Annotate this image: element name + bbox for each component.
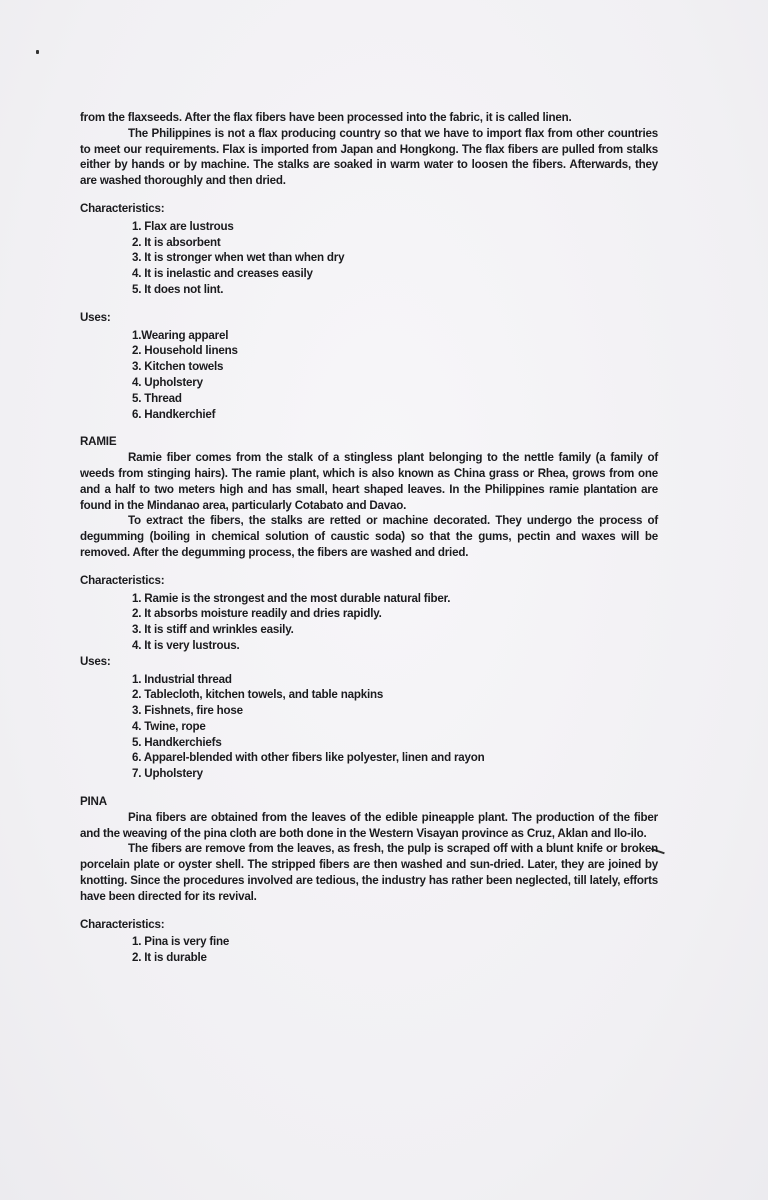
list-item: 1. Ramie is the strongest and the most durable natural fiber. [132, 591, 451, 605]
list-item: 3. Kitchen towels [132, 360, 224, 374]
list-item: 4. It is very lustrous. [132, 638, 240, 652]
document-body [80, 110, 658, 966]
ramie-paragraph-1: Ramie fiber comes from the stalk of a stingless plant belonging to the nettle family (a family of weeds from stinging hairs). The ramie plant, which is also known as China grass or Rhea, grows from one and a half to two meters high and has small, heart shaped leaves. In the Philippines ramie plantation are found in the Mindanao area, particularly Cotabato and Davao. [80, 451, 658, 512]
list-item: 5. It does not lint. [132, 282, 224, 296]
list-item: 1.Wearing apparel [132, 328, 229, 342]
list-item: 2. Household linens [132, 344, 238, 358]
pina-paragraph-1: Pina fibers are obtained from the leaves of the edible pineapple plant. The production of the fiber and the weaving of the pina cloth are both done in the Western Visayan province as Cruz, Aklan and Ilo-ilo. [80, 810, 658, 840]
list-item: 2. It is absorbent [132, 235, 221, 249]
list-item: 2. Tablecloth, kitchen towels, and table napkins [132, 688, 384, 702]
pina-characteristics-list [80, 934, 658, 966]
list-item: 4. Twine, rope [132, 719, 206, 733]
flax-paragraph-2: The Philippines is not a flax producing country so that we have to import flax from other countries to meet our requirements. Flax is imported from Japan and Hongkong. The flax fibers are pulled from stalks either by hands or by machine. The stalks are soaked in warm water to loosen the fibers. Afterwards, they are washed thoroughly and then dried. [80, 126, 658, 188]
list-item: 5. Handkerchiefs [132, 735, 222, 749]
list-item: 1. Pina is very fine [132, 935, 230, 949]
list-item: 6. Apparel-blended with other fibers like polyester, linen and rayon [132, 751, 485, 765]
pina-heading: PINA [80, 795, 107, 809]
list-item: 4. It is inelastic and creases easily [132, 267, 313, 281]
ramie-paragraph-2: To extract the fibers, the stalks are retted or machine decorated. They undergo the process of degumming (boiling in chemical solution of caustic soda) so that the gums, pectin and waxes will be removed. After the degumming process, the fibers are washed and dried. [80, 514, 658, 559]
page-speck [36, 50, 39, 54]
flax-characteristics-heading: Characteristics: [80, 201, 165, 215]
list-item: 3. It is stronger when wet than when dry [132, 251, 345, 265]
list-item: 2. It absorbs moisture readily and dries rapidly. [132, 607, 382, 621]
pina-paragraph-2: The fibers are remove from the leaves, as fresh, the pulp is scraped off with a blunt knife or broken porcelain plate or oyster shell. The stripped fibers are then washed and sun-dried. Later, they are joined by knotting. Since the procedures involved are tedious, the industry has rather been neglected, till lately, efforts have been directed for its revival. [80, 842, 658, 903]
flax-uses-heading: Uses: [80, 310, 111, 324]
list-item: 4. Upholstery [132, 375, 203, 389]
ramie-uses-list [80, 672, 658, 783]
list-item: 7. Upholstery [132, 767, 203, 781]
list-item: 6. Handkerchief [132, 407, 216, 421]
list-item: 3. It is stiff and wrinkles easily. [132, 623, 294, 637]
flax-paragraph-1: from the flaxseeds. After the flax fibers have been processed into the fabric, it is called linen. [80, 111, 572, 124]
list-item: 1. Industrial thread [132, 672, 232, 686]
flax-uses-list [80, 328, 658, 423]
pina-characteristics-heading: Characteristics: [80, 917, 165, 931]
ramie-characteristics-heading: Characteristics: [80, 573, 165, 587]
list-item: 5. Thread [132, 391, 182, 405]
list-item: 1. Flax are lustrous [132, 219, 234, 233]
list-item: 3. Fishnets, fire hose [132, 704, 243, 718]
ramie-characteristics-list [80, 591, 658, 654]
ramie-uses-heading: Uses: [80, 654, 111, 668]
ramie-heading: RAMIE [80, 435, 117, 449]
flax-characteristics-list [80, 219, 658, 298]
list-item: 2. It is durable [132, 951, 207, 965]
